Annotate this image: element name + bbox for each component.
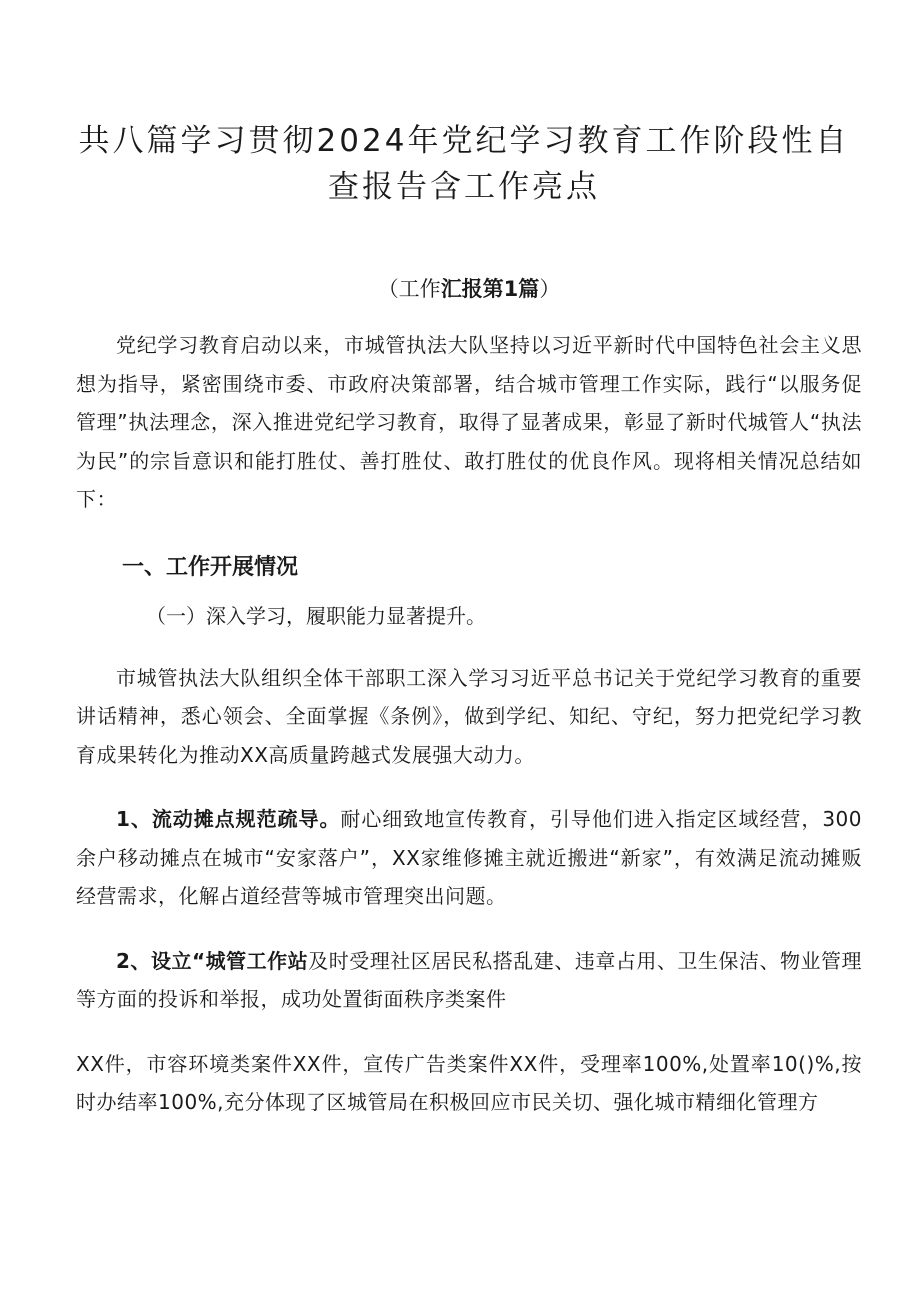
intro-paragraph: 党纪学习教育启动以来，市城管执法大队坚持以习近平新时代中国特色社会主义思想为指导，紧密围绕市委、市政府决策部署，结合城市管理工作实际，践行“以服务促管理”执法理念，深入推进党纪学习教育，取得了显著成果，彰显了新时代城管人“执法为民”的宗旨意识和能打胜仗、善打胜仗、敢打胜仗的优良作风。现将相关情况总结如下： bbox=[76, 333, 862, 511]
study-paragraph: 市城管执法大队组织全体干部职工深入学习习近平总书记关于党纪学习教育的重要讲话精神，悉心领会、全面掌握《条例》，做到学纪、知纪、守纪，努力把党纪学习教育成果转化为推动XX高质量跨越式发展强大动力。 bbox=[76, 665, 862, 767]
item-1-paragraph bbox=[76, 800, 862, 916]
cases-paragraph: XX件，市容环境类案件XX件，宣传广告类案件XX件，受理率100%,处置率10()%,按时办结率100%,充分体现了区城管局在积极回应市民关切、强化城市精细化管理方 bbox=[76, 1051, 862, 1114]
subtitle-prefix: （工作 bbox=[377, 277, 441, 301]
subsection-heading: （一）深入学习，履职能力显著提升。 bbox=[146, 603, 486, 628]
section-heading: 一、工作开展情况 bbox=[122, 554, 299, 580]
subtitle-emphasis: 汇报第1篇 bbox=[440, 277, 540, 301]
document-title bbox=[76, 118, 852, 210]
subtitle-suffix: ） bbox=[539, 277, 561, 301]
item-1-lead: 1、流动摊点规范疏导。 bbox=[116, 807, 341, 831]
title-line-1: 共八篇学习贯彻2024年党纪学习教育工作阶段性自 bbox=[78, 123, 850, 159]
document-subtitle bbox=[76, 274, 862, 304]
item-2-lead: 2、设立“城管工作站 bbox=[116, 948, 309, 973]
item-2-body: 及时受理社区居民私搭乱建、违章占用、卫生保洁、物业管理等方面的投诉和举报，成功处置街面秩序类案件 bbox=[76, 948, 863, 1011]
item-2-paragraph bbox=[76, 942, 862, 1019]
title-line-2: 查报告含工作亮点 bbox=[328, 169, 600, 205]
item-1-body: 耐心细致地宣传教育，引导他们进入指定区域经营，300余户移动摊点在城市“安家落户”，XX家维修摊主就近搬进“新家”，有效满足流动摊贩经营需求，化解占道经营等城市管理突出问题。 bbox=[76, 807, 862, 908]
